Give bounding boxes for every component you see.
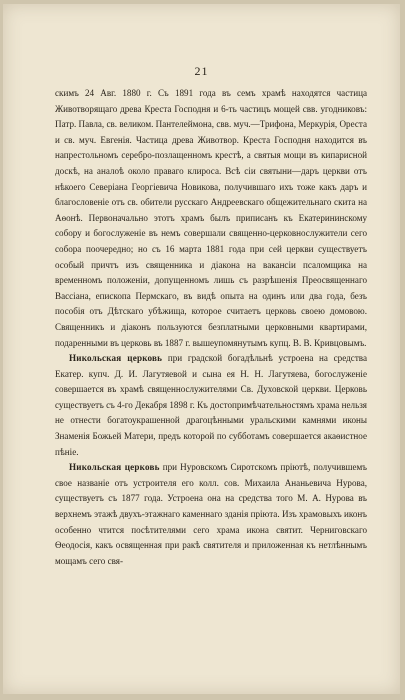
paragraph-2-heading: Никольская церковь bbox=[69, 353, 163, 364]
page-body bbox=[55, 86, 367, 569]
book-page bbox=[3, 4, 400, 694]
paragraph-1-text: скимъ 24 Авг. 1880 г. Съ 1891 года въ семъ храмѣ находятся частица Животворящаго древа Креста Господня и 6-ть частицъ мощей свв. угодниковъ: Патр. Павла, св. великом. Пантелеймона, свв. муч.—Трифона, Меркурія, Ореста и св. муч. Евгенія. Частица древа Животвор. Креста Господня находится въ напрестольномъ серебро-позлащенномъ крестѣ, а святыя мощи въ кипарисной доскѣ, на аналоѣ около праваго клироса. Всѣ сіи святыни—даръ церкви отъ нѣкоего Северіана Георгіевича Новикова, получившаго ихъ тоже какъ даръ и благословеніе отъ св. обители русскаго Андреевскаго общежительнаго скита на Аѳонѣ. Первоначально этотъ храмъ былъ приписанъ къ Екатерининскому собору и богослуженіе въ немъ совершали священно-церковнослужители сего собора поочередно; но съ 16 марта 1881 года при сей церкви существуетъ особый причтъ изъ священника и діакона на вакансіи псаломщика на временномъ положеніи, допущенномъ лишь съ разрѣшенія Преосвященнаго Вассіана, епископа Пермскаго, въ видѣ опыта на одинъ или два года, безъ пособія отъ Дѣтскаго убѣжища, которое считаетъ церковь своею домовою. Священникъ и діаконъ пользуются безплатными церковными квартирами, подаренными въ церковь въ 1887 г. вышеупомянутымъ купц. В. В. Кривцовымъ. bbox=[55, 88, 367, 348]
paragraph-3-heading: Никольская церковь bbox=[69, 462, 160, 473]
paragraph-1 bbox=[55, 86, 367, 351]
paragraph-3-text: при Нуровскомъ Сиротскомъ пріютѣ, получившемъ свое названіе отъ устроителя его колл. сов. Михаила Ананьевича Нурова, существуетъ съ 1877 года. Устроена она на средства того М. А. Нурова въ верхнемъ этажѣ двухъ-этажнаго каменнаго зданія пріюта. Изъ храмовыхъ иконъ особенно чтится посѣтителями сего храма икона святит. Черниговскаго Ѳеодосія, какъ освященная при ракѣ святителя и приложенная къ нетлѣннымъ мощамъ сего свя- bbox=[55, 462, 367, 566]
page-number: 21 bbox=[194, 64, 209, 78]
paragraph-2 bbox=[55, 351, 367, 460]
paragraph-3 bbox=[55, 460, 367, 569]
paragraph-2-text: при градской богадѣльнѣ устроена на средства Екатер. купч. Д. И. Лагутяевой и сына ея Н. Н. Лагутяева, богослуженіе совершается въ храмѣ священнослужителями Св. Духовской церкви. Церковь существуетъ съ 4-го Декабря 1898 г. Къ достопримѣчательностямъ храма нельзя не отнести богатоукрашенной драгоцѣнными уральскими камнями иконы Знаменія Божьей Матери, предъ которой по субботамъ совершается акаѳистное пѣніе. bbox=[55, 353, 367, 457]
